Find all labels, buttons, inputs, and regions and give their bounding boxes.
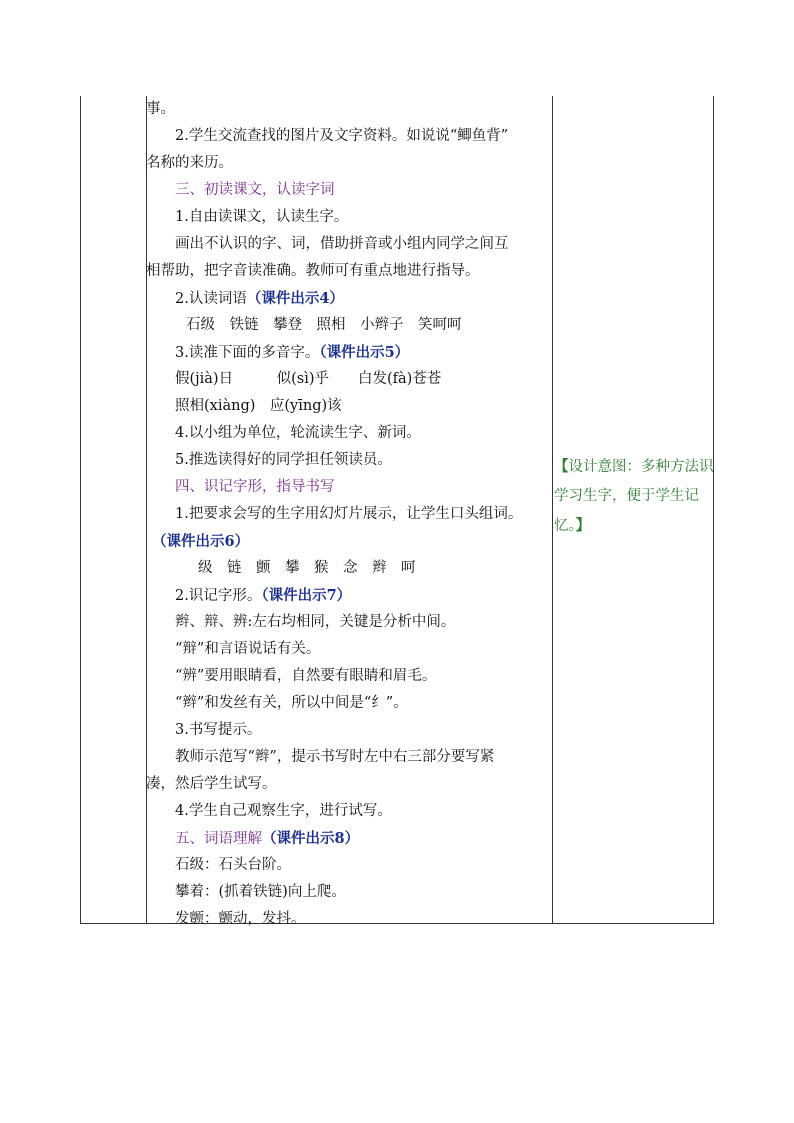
note-text: 设计意图：多种方法识学习生字，便于学生记忆。 <box>554 459 714 534</box>
note-open-bracket: 【 <box>554 458 569 475</box>
lesson-line <box>146 474 552 501</box>
lesson-line <box>146 258 552 285</box>
courseware-label: （课件出示6） <box>152 533 250 550</box>
lesson-line <box>146 393 552 420</box>
courseware-label: （课件出示4） <box>246 290 344 307</box>
lesson-line-text: 照相(xiàng) 应(yīng)该 <box>175 398 342 414</box>
lesson-line-text: “辩”和言语说话有关。 <box>175 641 321 657</box>
lesson-line-text: 三、初读课文，认读字词 <box>175 182 335 198</box>
lesson-line <box>146 717 552 744</box>
lesson-line-text: 发颤：颤动，发抖。 <box>175 911 306 927</box>
lesson-line-text: 事。 <box>146 101 175 117</box>
lesson-line <box>146 906 552 933</box>
lesson-line <box>146 150 552 177</box>
lesson-line-text: 名称的来历。 <box>146 155 233 171</box>
lesson-line <box>146 879 552 906</box>
lesson-line-text: 4.以小组为单位，轮流读生字、新词。 <box>175 425 421 441</box>
lesson-line <box>146 312 552 339</box>
lesson-line <box>146 501 552 528</box>
lesson-line <box>146 825 552 852</box>
lesson-line <box>146 798 552 825</box>
lesson-line-text: 3.书写提示。 <box>175 722 262 738</box>
lesson-line <box>146 231 552 258</box>
lesson-line-text: 教师示范写“辫”，提示书写时左中右三部分要写紧 <box>175 749 495 765</box>
courseware-label: （课件出示8） <box>262 830 360 847</box>
design-intent-note <box>554 452 714 541</box>
lesson-line <box>146 339 552 366</box>
lesson-line <box>146 366 552 393</box>
lesson-line-text: 假(jià)日 似(sì)乎 白发(fà)苍苍 <box>175 371 442 387</box>
lesson-line-text: 攀着：(抓着铁链)向上爬。 <box>175 884 346 900</box>
lesson-line <box>146 744 552 771</box>
lesson-line-text: 4.学生自己观察生字，进行试写。 <box>175 803 392 819</box>
lesson-line-text: 3.读准下面的多音字。 <box>175 345 320 361</box>
lesson-line <box>146 420 552 447</box>
lesson-line <box>146 852 552 879</box>
note-close-bracket: 】 <box>575 517 591 534</box>
courseware-label: （课件出示7） <box>261 587 352 604</box>
lesson-line <box>146 123 552 150</box>
lesson-line <box>146 636 552 663</box>
lesson-line-text: 辫、辩、辨:左右均相同，关键是分析中间。 <box>175 614 456 630</box>
table-border-left <box>80 96 81 924</box>
lesson-content <box>146 96 552 933</box>
lesson-line <box>152 528 552 555</box>
lesson-line-text: 级 链 颤 攀 猴 念 辫 呵 <box>198 560 416 576</box>
lesson-line-text: “辨”要用眼睛看，自然要有眼睛和眉毛。 <box>175 668 437 684</box>
lesson-line <box>146 609 552 636</box>
lesson-line-text: 凑，然后学生试写。 <box>146 776 277 792</box>
lesson-line <box>146 555 552 582</box>
lesson-line-text: 1.自由读课文，认读生字。 <box>175 209 349 225</box>
lesson-line-text: 2.识记字形。 <box>175 588 262 604</box>
lesson-line-text: “辫”和发丝有关，所以中间是“纟”。 <box>175 695 408 711</box>
lesson-line-text: 画出不认识的字、词，借助拼音或小组内同学之间互 <box>175 236 509 252</box>
lesson-line <box>146 582 552 609</box>
lesson-line <box>146 447 552 474</box>
table-column-divider-2 <box>552 96 553 924</box>
lesson-line <box>146 690 552 717</box>
lesson-line <box>146 204 552 231</box>
lesson-line-text: 相帮助，把字音读准确。教师可有重点地进行指导。 <box>146 263 480 279</box>
lesson-line-text: 1.把要求会写的生字用幻灯片展示，让学生口头组词。 <box>175 506 523 522</box>
lesson-line-text: 石级 铁链 攀登 照相 小辫子 笑呵呵 <box>186 317 462 333</box>
lesson-line <box>146 663 552 690</box>
lesson-line <box>146 771 552 798</box>
lesson-line <box>146 96 552 123</box>
lesson-line-text: 2.学生交流查找的图片及文字资料。如说说“鲫鱼背” <box>175 128 509 144</box>
lesson-line-text: 2.认读词语 <box>175 291 247 307</box>
lesson-line <box>146 285 552 312</box>
lesson-line-text: 四、识记字形，指导书写 <box>175 479 335 495</box>
lesson-line <box>146 177 552 204</box>
lesson-line-text: 5.推选读得好的同学担任领读员。 <box>175 452 392 468</box>
lesson-line-text: 石级：石头台阶。 <box>175 857 291 873</box>
lesson-line-text: 五、词语理解 <box>175 831 262 847</box>
courseware-label: （课件出示5） <box>319 344 410 361</box>
